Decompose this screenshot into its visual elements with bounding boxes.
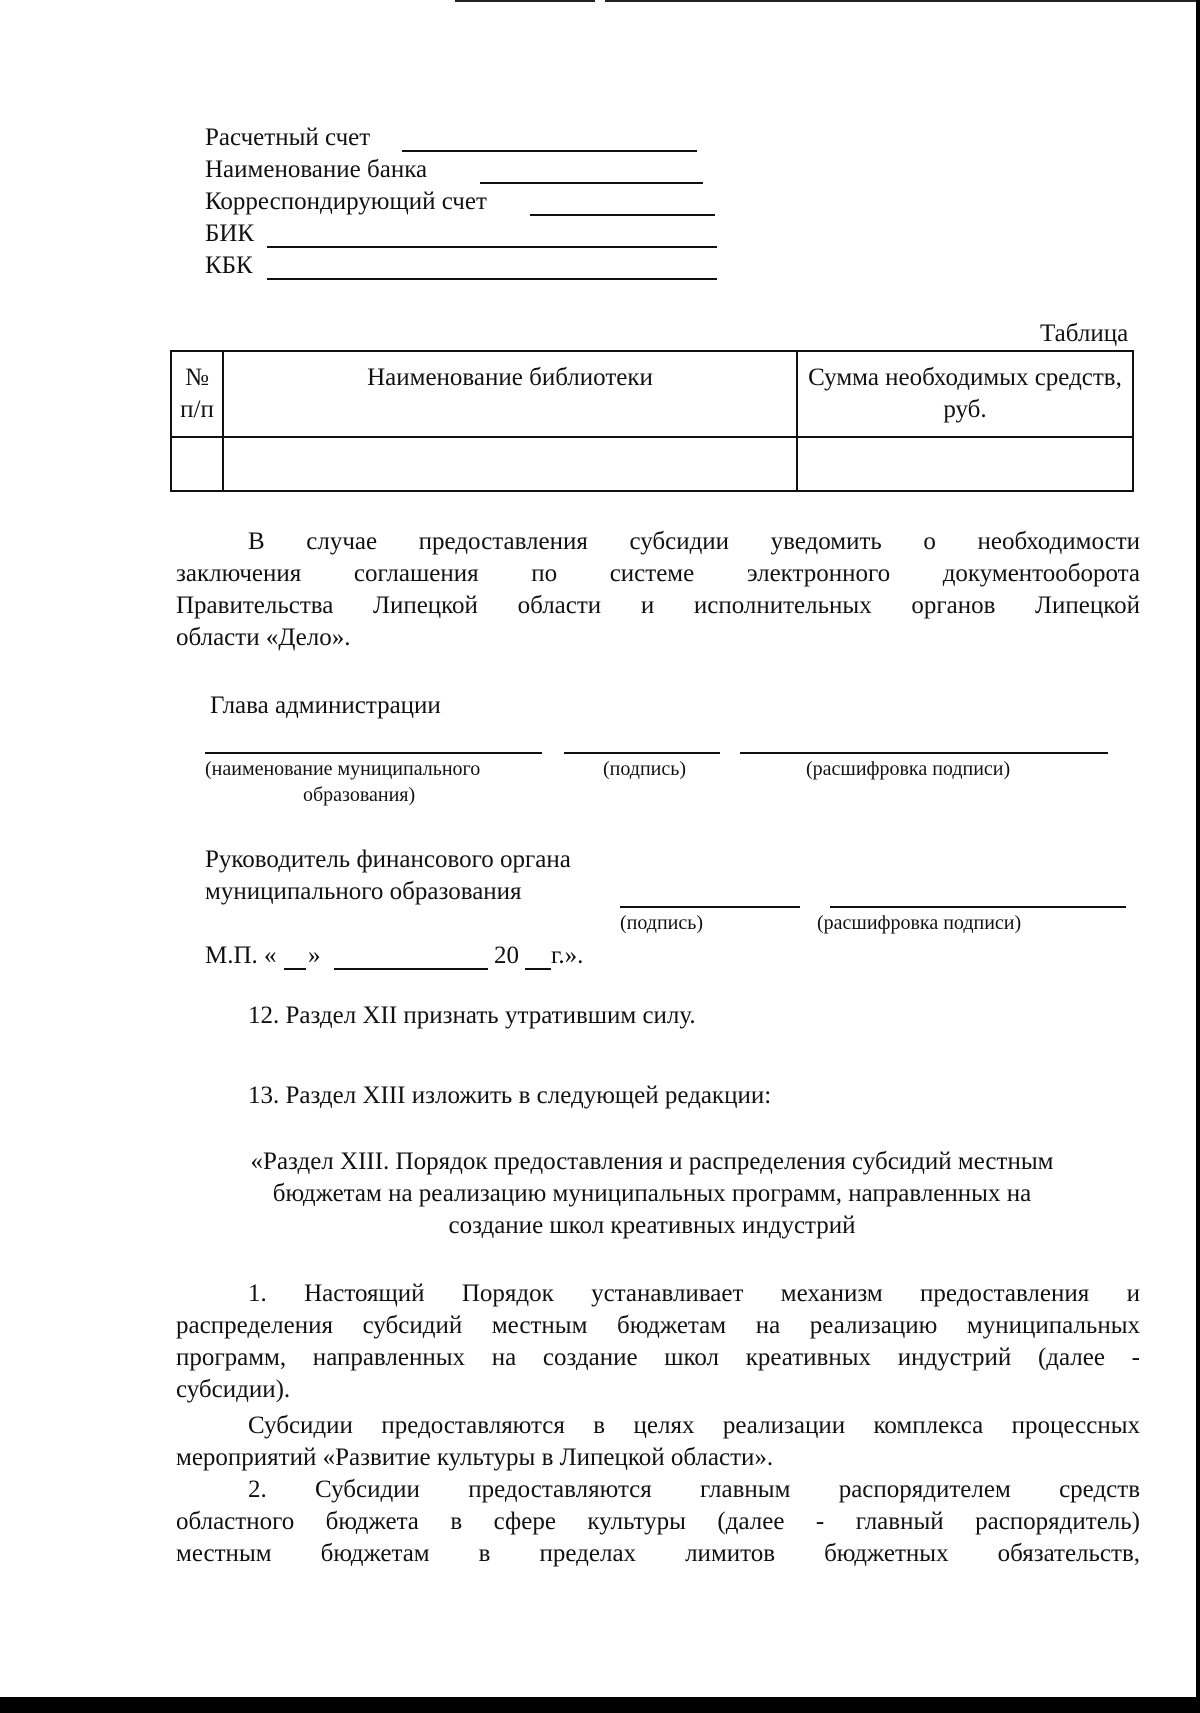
field-line-account[interactable] [402,150,697,152]
signature-line-decode[interactable] [740,752,1108,754]
caption-municipality: образования) [303,784,416,806]
field-label-account: Расчетный счет [205,124,371,151]
signature-line-sign[interactable] [564,752,720,754]
year-suffix: г.». [551,942,584,969]
field-line-kbk[interactable] [267,278,717,280]
paragraph-line: заключения соглашения по системе электронного документооборота [176,560,1140,587]
section-title-line: бюджетам на реализацию муниципальных программ, направленных на [272,1180,1032,1207]
table-row [171,437,1133,491]
year-prefix: 20 [494,942,519,969]
field-label-corr-account: Корреспондирующий счет [205,188,487,215]
paragraph-line: распределения субсидий местным бюджетам на реализацию муниципальных [176,1312,1140,1339]
stamp-mid: » [308,942,321,969]
table-header-number: № п/п [171,351,223,437]
caption-sign: (подпись) [603,758,687,780]
top-edge-line [605,0,1200,2]
paragraph-line: Правительства Липецкой области и исполнительных органов Липецкой [176,592,1140,619]
top-edge-line [455,0,595,2]
date-day-line[interactable] [284,968,306,970]
table-header-amount: Сумма необходимых средств, руб. [797,351,1133,437]
table-header-library-name: Наименование библиотеки [223,351,797,437]
signer-title: муниципального образования [205,878,522,905]
field-line-bank-name[interactable] [480,182,703,184]
paragraph-line: Субсидии предоставляются в целях реализации комплекса процессных [248,1412,1140,1439]
scan-border [0,1697,1200,1713]
caption-sign: (подпись) [620,912,704,934]
paragraph-line: субсидии). [176,1376,291,1403]
date-year-line[interactable] [525,968,551,970]
caption-municipality: (наименование муниципального [205,758,481,780]
field-label-bik: БИК [205,220,255,247]
signer-title: Глава администрации [210,692,441,719]
table-header-row [171,351,1133,437]
caption-decode: (расшифровка подписи) [806,758,1011,780]
signature-line-municipality[interactable] [205,752,542,754]
date-month-line[interactable] [334,968,488,970]
caption-decode: (расшифровка подписи) [817,912,1022,934]
table-caption: Таблица [1040,320,1129,347]
item-12: 12. Раздел XII признать утратившим силу. [248,1002,696,1029]
table-cell[interactable] [223,437,797,491]
paragraph-line: областного бюджета в сфере культуры (далее - главный распорядитель) [176,1508,1140,1535]
signer-title: Руководитель финансового органа [205,846,571,873]
paragraph-line: 2. Субсидии предоставляются главным распорядителем средств [248,1476,1140,1503]
field-label-bank-name: Наименование банка [205,156,428,183]
paragraph-line: мероприятий «Развитие культуры в Липецкой области». [176,1444,774,1471]
section-title-line: «Раздел XIII. Порядок предоставления и распределения субсидий местным [250,1148,1054,1175]
section-title-line: создание школ креативных индустрий [448,1212,856,1239]
library-table [170,350,1134,492]
paragraph-line: местным бюджетам в пределах лимитов бюджетных обязательств, [176,1540,1140,1567]
paragraph-line: В случае предоставления субсидии уведомить о необходимости [248,528,1140,555]
stamp-prefix: М.П. « [205,942,277,969]
signature-line-decode[interactable] [830,906,1126,908]
paragraph-line: области «Дело». [176,624,351,651]
table-cell[interactable] [797,437,1133,491]
field-label-kbk: КБК [205,252,253,279]
item-13: 13. Раздел XIII изложить в следующей редакции: [248,1082,772,1109]
signature-line-sign[interactable] [620,906,800,908]
scan-border [1196,0,1200,1713]
paragraph-line: 1. Настоящий Порядок устанавливает механизм предоставления и [248,1280,1140,1307]
paragraph-line: программ, направленных на создание школ креативных индустрий (далее - [176,1344,1140,1371]
table-cell[interactable] [171,437,223,491]
field-line-corr-account[interactable] [530,214,715,216]
field-line-bik[interactable] [267,246,717,248]
